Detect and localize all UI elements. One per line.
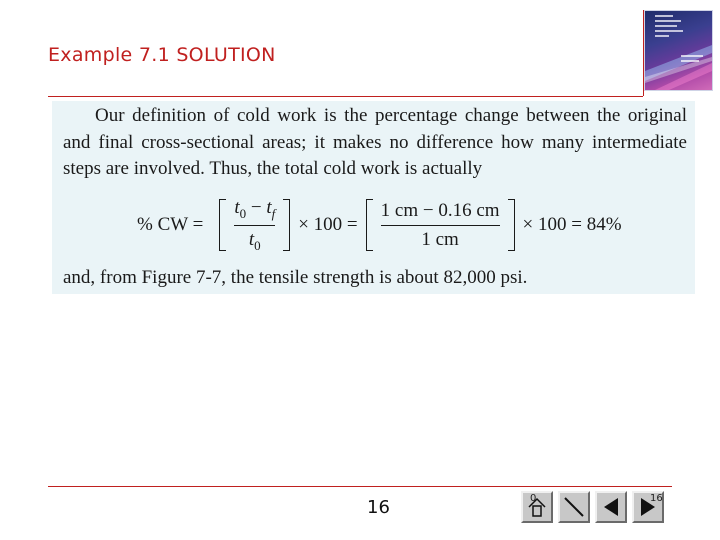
times-100-first: × 100 = [298, 214, 358, 235]
frac2-denominator: 1 cm [421, 228, 459, 250]
left-bracket [219, 199, 226, 251]
frac2-numerator: 1 cm − 0.16 cm [380, 199, 500, 221]
excerpt-paragraph [63, 103, 687, 183]
book-cover-image [644, 10, 713, 91]
frac1-num-minus: − [246, 196, 267, 218]
textbook-excerpt [52, 101, 695, 294]
left-bracket [366, 199, 373, 251]
page-number: 16 [367, 497, 390, 518]
frac1-den-sub0: 0 [254, 237, 261, 253]
equation-lhs: % CW = [137, 214, 204, 235]
frac1-num-subf: f [271, 205, 276, 221]
home-button[interactable] [521, 491, 553, 523]
right-bracket [508, 199, 515, 251]
frac1-num-sub0: 0 [239, 205, 247, 221]
back-icon [562, 495, 586, 519]
home-small-number: 0 [530, 493, 537, 504]
footer-divider [48, 486, 672, 487]
conclusion-text: and, from Figure 7-7, the tensile strength is about 82,000 psi. [63, 267, 528, 288]
slide-title: Example 7.1 SOLUTION [48, 44, 276, 66]
frac1-den-t: t [248, 228, 255, 250]
fraction-numeric [375, 200, 506, 251]
cold-work-equation [137, 197, 657, 253]
previous-icon [599, 495, 623, 519]
frac1-num-tf: t [266, 196, 272, 218]
right-bracket [283, 199, 290, 251]
previous-button[interactable] [595, 491, 627, 523]
fraction-symbolic [228, 197, 281, 254]
title-divider [48, 96, 643, 97]
next-small-number: 16 [650, 493, 663, 504]
frac1-num-t: t [234, 196, 240, 218]
times-100-result: × 100 = 84% [522, 214, 622, 235]
back-button[interactable] [558, 491, 590, 523]
paragraph-text: Our definition of cold work is the percentage change between the original and final cross-sectional areas; it makes no difference how many intermediate steps are involved. Thus, the total cold work is actually [63, 105, 687, 179]
